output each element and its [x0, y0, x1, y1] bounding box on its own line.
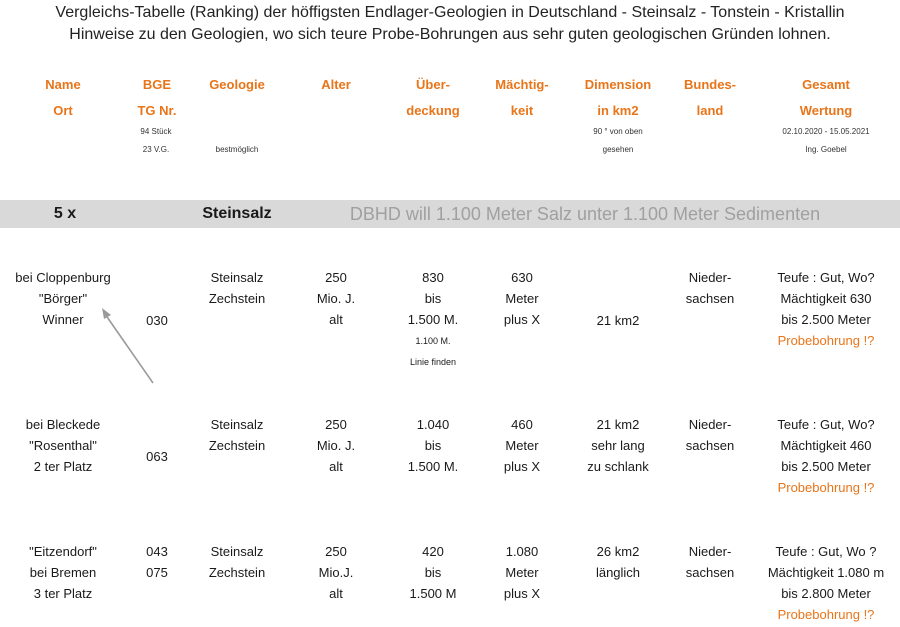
header-geologie: Geologie: [209, 77, 265, 92]
row3-geologie: Steinsalz Zechstein: [208, 544, 266, 580]
row1-ueberdeckung-note: 1.100 M. Linie finden: [409, 336, 457, 367]
header-dimension-note: 90 ° von oben: [593, 127, 643, 136]
row2-ueberdeckung: 1.040 bis 1.500 M.: [407, 417, 459, 474]
row1-probebohrung: Probebohrung !?: [777, 333, 875, 348]
row2-wertung: Teufe : Gut, Wo? Mächtigkeit 460 bis 2.500 Meter Probebohrung !?: [746, 414, 900, 498]
header-dimension-note-2: gesehen: [602, 145, 634, 154]
header-bge-vg: 23 V.G.: [142, 145, 170, 154]
row2-bge: 063: [146, 449, 168, 464]
section-count: 5 x: [53, 205, 77, 222]
row1-maechtigkeit: 630 Meter plus X: [503, 270, 541, 327]
page-subtitle: Hinweise zu den Geologien, wo sich teure Probe-Bohrungen aus sehr guten geologischen Gründen lohnen.: [69, 26, 831, 43]
row3-bundesland: Nieder- sachsen: [685, 544, 735, 580]
row1-wertung: Teufe : Gut, Wo? Mächtigkeit 630 bis 2.500 Meter Probebohrung !?: [746, 267, 900, 351]
header-gesamt: Gesamt: [802, 77, 850, 92]
row3-alter: 250 Mio.J. alt: [318, 544, 354, 601]
row2-geologie: Steinsalz Zechstein: [208, 417, 266, 453]
row3-ueberdeckung: 420 bis 1.500 M: [409, 544, 457, 601]
section-note: DBHD will 1.100 Meter Salz unter 1.100 Meter Sedimenten: [349, 204, 821, 224]
row1-ueberdeckung: 830 bis 1.500 M.: [407, 270, 459, 327]
page-title: Vergleichs-Tabelle (Ranking) der höffigsten Endlager-Geologien in Deutschland - Steinsalz - Tonstein - Kristallin: [55, 4, 845, 21]
header-ueberdeckung-1: Über-: [416, 77, 450, 92]
header-ort: Ort: [53, 103, 73, 118]
header-ueberdeckung-2: deckung: [406, 103, 460, 118]
header-bundesland-2: land: [696, 103, 724, 118]
row3-maechtigkeit: 1.080 Meter plus X: [503, 544, 541, 601]
row1-bundesland: Nieder- sachsen: [685, 270, 735, 306]
header-tg-nr: TG Nr.: [137, 103, 177, 118]
header-bundesland-1: Bundes-: [684, 77, 736, 92]
header-geologie-note: bestmöglich: [215, 145, 259, 154]
row1-alter: 250 Mio. J. alt: [316, 270, 356, 327]
header-name: Name: [45, 77, 81, 92]
row3-name: "Eitzendorf" bei Bremen 3 ter Platz: [29, 544, 97, 601]
header-bge: BGE: [142, 77, 172, 92]
row2-name: bei Bleckede "Rosenthal" 2 ter Platz: [25, 417, 101, 474]
row3-bge: 043 075: [146, 544, 168, 580]
header-maechtigkeit-2: keit: [510, 103, 534, 118]
row2-bundesland: Nieder- sachsen: [685, 417, 735, 453]
header-dimension: Dimension: [584, 77, 652, 92]
annotation-arrow: [95, 305, 160, 390]
header-date-range: 02.10.2020 - 15.05.2021: [782, 127, 870, 136]
row3-wertung: Teufe : Gut, Wo ? Mächtigkeit 1.080 m bis 2.800 Meter Probebohrung !?: [746, 541, 900, 625]
header-maechtigkeit-1: Mächtig-: [495, 77, 549, 92]
header-wertung: Wertung: [799, 103, 853, 118]
header-dimension-unit: in km2: [597, 103, 639, 118]
row1-dimension: 21 km2: [596, 313, 640, 328]
row1-name: bei Cloppenburg "Börger" Winner: [15, 270, 111, 327]
row2-dimension: 21 km2 sehr lang zu schlank: [587, 417, 649, 474]
row2-alter: 250 Mio. J. alt: [316, 417, 356, 474]
row1-geologie: Steinsalz Zechstein: [208, 270, 266, 306]
row3-dimension: 26 km2 länglich: [595, 544, 641, 580]
header-bge-count: 94 Stück: [140, 127, 172, 136]
row2-maechtigkeit: 460 Meter plus X: [503, 417, 541, 474]
row2-probebohrung: Probebohrung !?: [777, 480, 875, 495]
row1-bge: 030: [146, 313, 168, 328]
row3-probebohrung: Probebohrung !?: [777, 607, 875, 622]
header-alter: Alter: [321, 77, 351, 92]
header-author: Ing. Goebel: [805, 145, 847, 154]
section-geology: Steinsalz: [202, 205, 272, 222]
